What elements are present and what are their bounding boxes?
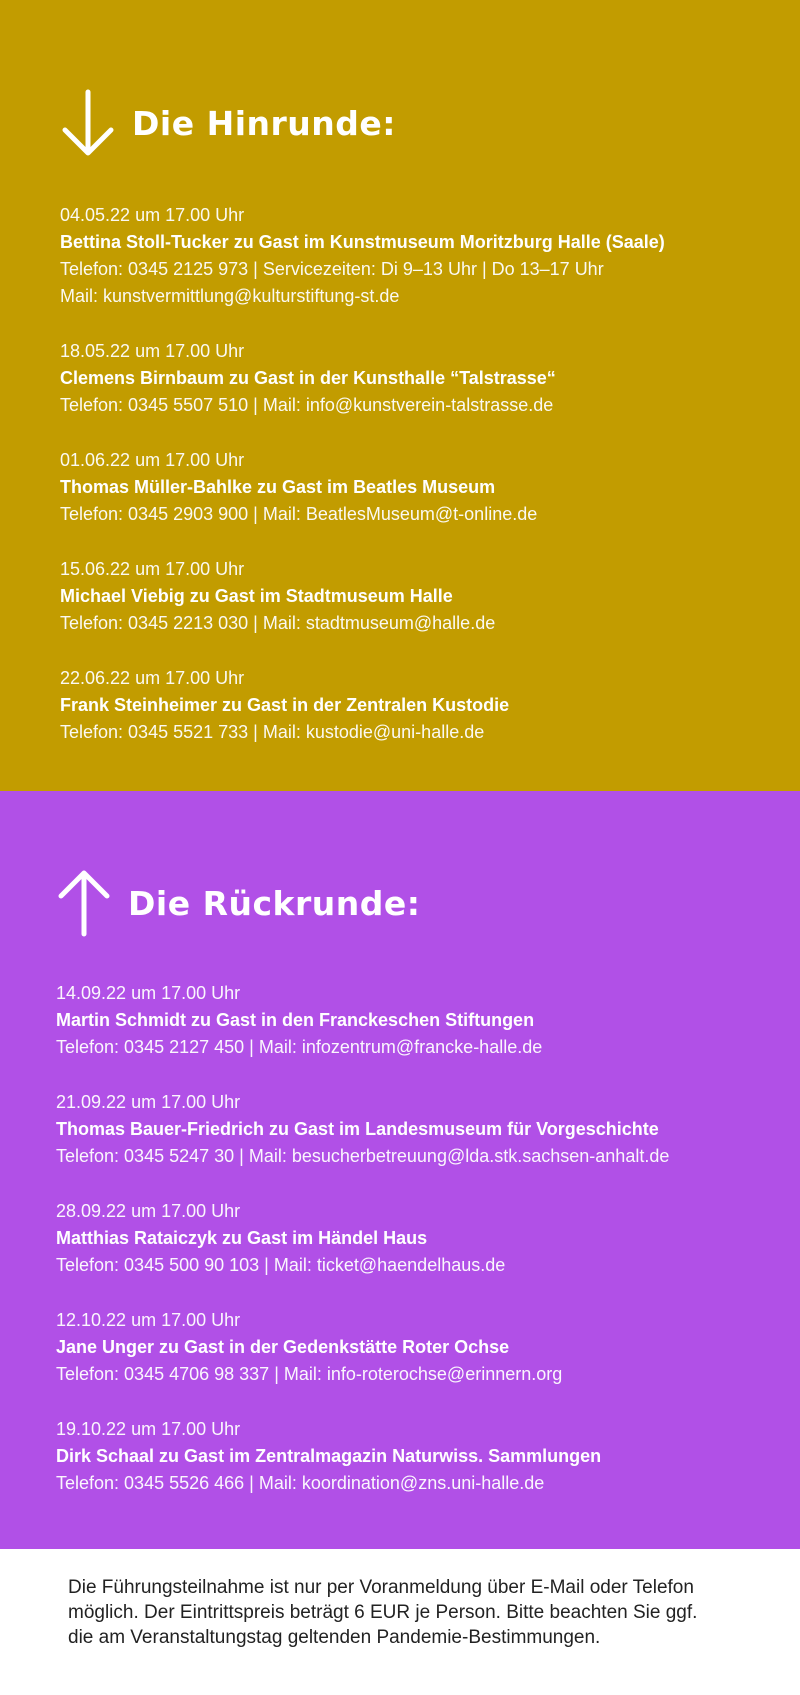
- event-contact: Telefon: 0345 5521 733 | Mail: kustodie@uni-halle.de: [60, 722, 485, 742]
- event-contact: Telefon: 0345 5247 30 | Mail: besucherbetreuung@lda.stk.sachsen-anhalt.de: [56, 1146, 670, 1166]
- event-date: 22.06.22 um 17.00 Uhr: [60, 668, 245, 688]
- event-title: Thomas Müller-Bahlke zu Gast im Beatles Museum: [60, 477, 496, 497]
- event-item: [56, 980, 800, 1061]
- event-contact: Telefon: 0345 500 90 103 | Mail: ticket@haendelhaus.de: [56, 1255, 506, 1275]
- event-date: 12.10.22 um 17.00 Uhr: [56, 1310, 241, 1330]
- event-contact: Telefon: 0345 2127 450 | Mail: infozentrum@francke-halle.de: [56, 1037, 543, 1057]
- rueckrunde-events: [56, 980, 800, 1497]
- event-item: [60, 556, 800, 637]
- hinrunde-heading: Die Hinrunde:: [132, 103, 396, 143]
- event-contact: Telefon: 0345 2213 030 | Mail: stadtmuseum@halle.de: [60, 613, 496, 633]
- event-date: 15.06.22 um 17.00 Uhr: [60, 559, 245, 579]
- event-item: [60, 338, 800, 419]
- event-date: 14.09.22 um 17.00 Uhr: [56, 983, 241, 1003]
- event-item: [56, 1416, 800, 1497]
- event-title: Thomas Bauer-Friedrich zu Gast im Landesmuseum für Vorgeschichte: [56, 1119, 659, 1139]
- event-title: Matthias Rataiczyk zu Gast im Händel Haus: [56, 1228, 428, 1248]
- rueckrunde-heading: Die Rückrunde:: [128, 883, 421, 923]
- event-contact: Telefon: 0345 4706 98 337 | Mail: info-roterochse@erinnern.org: [56, 1364, 563, 1384]
- event-title: Dirk Schaal zu Gast im Zentralmagazin Naturwiss. Sammlungen: [56, 1446, 602, 1466]
- event-contact: Telefon: 0345 5526 466 | Mail: koordination@zns.uni-halle.de: [56, 1473, 545, 1493]
- event-date: 21.09.22 um 17.00 Uhr: [56, 1092, 241, 1112]
- event-item: [56, 1089, 800, 1170]
- note-line: die am Veranstaltungstag geltenden Pandemie-Bestimmungen.: [68, 1627, 601, 1648]
- hinrunde-section: [0, 0, 800, 791]
- arrow-up-icon: [56, 868, 112, 938]
- note-line: möglich. Der Eintrittspreis beträgt 6 EUR je Person. Bitte beachten Sie ggf.: [68, 1602, 698, 1623]
- event-item: [56, 1307, 800, 1388]
- event-contact: Mail: kunstvermittlung@kulturstiftung-st.de: [60, 286, 400, 306]
- arrow-down-icon: [60, 88, 116, 158]
- registration-note: [0, 1549, 800, 1695]
- hinrunde-header: [60, 88, 800, 158]
- event-item: [60, 447, 800, 528]
- event-date: 28.09.22 um 17.00 Uhr: [56, 1201, 241, 1221]
- note-line: Die Führungsteilnahme ist nur per Voranmeldung über E-Mail oder Telefon: [68, 1577, 694, 1598]
- event-contact: Telefon: 0345 5507 510 | Mail: info@kunstverein-talstrasse.de: [60, 395, 554, 415]
- rueckrunde-section: [0, 791, 800, 1549]
- event-title: Clemens Birnbaum zu Gast in der Kunsthalle “Talstrasse“: [60, 368, 556, 388]
- event-contact: Telefon: 0345 2903 900 | Mail: BeatlesMuseum@t-online.de: [60, 504, 538, 524]
- event-title: Jane Unger zu Gast in der Gedenkstätte Roter Ochse: [56, 1337, 510, 1357]
- event-date: 01.06.22 um 17.00 Uhr: [60, 450, 245, 470]
- event-title: Frank Steinheimer zu Gast in der Zentralen Kustodie: [60, 695, 510, 715]
- event-title: Martin Schmidt zu Gast in den Franckeschen Stiftungen: [56, 1010, 535, 1030]
- event-title: Michael Viebig zu Gast im Stadtmuseum Halle: [60, 586, 453, 606]
- event-contact: Telefon: 0345 2125 973 | Servicezeiten: Di 9–13 Uhr | Do 13–17 Uhr: [60, 259, 604, 279]
- event-date: 18.05.22 um 17.00 Uhr: [60, 341, 245, 361]
- event-title: Bettina Stoll-Tucker zu Gast im Kunstmuseum Moritzburg Halle (Saale): [60, 232, 665, 252]
- event-item: [60, 202, 800, 310]
- event-item: [56, 1198, 800, 1279]
- event-date: 04.05.22 um 17.00 Uhr: [60, 205, 245, 225]
- event-date: 19.10.22 um 17.00 Uhr: [56, 1419, 241, 1439]
- rueckrunde-header: [56, 868, 800, 938]
- event-item: [60, 665, 800, 746]
- hinrunde-events: [60, 202, 800, 746]
